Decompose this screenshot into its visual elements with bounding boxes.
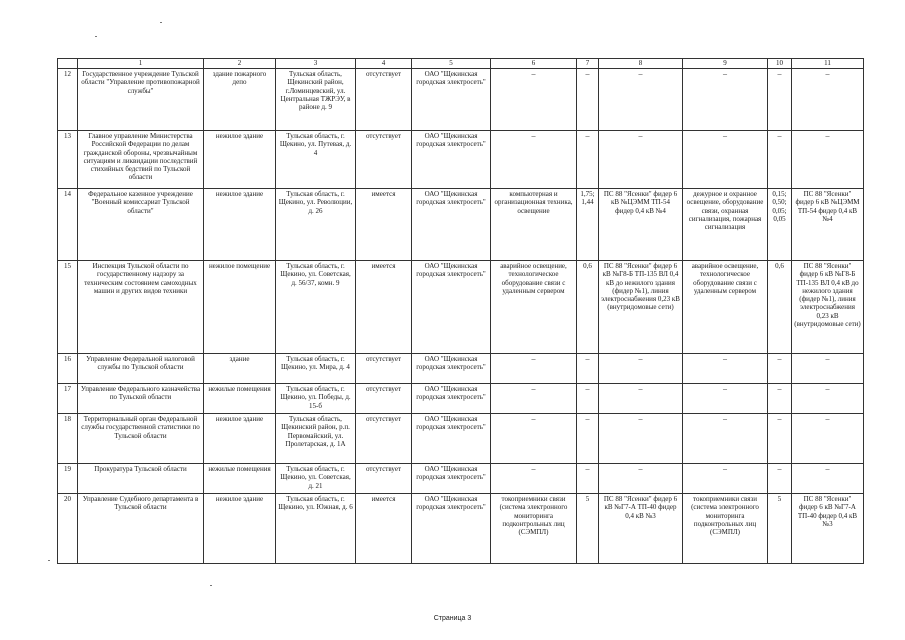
table-cell: нежилое помещение: [204, 261, 276, 354]
table-cell: ПС 88 "Ясенки" фидер 6 кВ №Г8-Б ТП-135 ВЛ 0,4 кВ до нежилого здания (фидер №1), линия электроснабжения 0,23 кВ (внутридомовые сети): [599, 261, 683, 354]
table-cell: 0,6: [577, 261, 599, 354]
table-cell: нежилое здание: [204, 189, 276, 261]
column-header: 8: [599, 59, 683, 69]
table-cell: –: [577, 354, 599, 384]
table-cell: нежилые помещения: [204, 384, 276, 414]
table-cell: ПС 88 "Ясенки" фидер 6 кВ №Г8-Б ТП-135 ВЛ 0,4 кВ до нежилого здания (фидер №1), линия электроснабжения 0,23 кВ (внутридомовые сети): [792, 261, 864, 354]
table-cell: здание пожарного депо: [204, 69, 276, 131]
column-header: [58, 59, 78, 69]
column-header-row: [58, 59, 864, 69]
scan-speck: [48, 560, 50, 561]
table-cell: Тульская область, Щекинский район, р.п. Первомайский, ул. Пролетарская, д. 1А: [276, 414, 356, 464]
scan-speck: [210, 585, 212, 586]
table-cell: –: [599, 464, 683, 494]
table-cell: ПС 88 "Ясенки" фидер 6 кВ №ЦЭММ ТП-54 фидер 0,4 кВ №4: [792, 189, 864, 261]
table-cell: нежилые помещения: [204, 464, 276, 494]
table-cell: ОАО "Щекинская городская электросеть": [412, 494, 491, 564]
table-cell: ОАО "Щекинская городская электросеть": [412, 69, 491, 131]
table-cell: ПС 88 "Ясенки" фидер 6 кВ №Г7-А ТП-40 фидер 0,4 кВ №3: [792, 494, 864, 564]
table-cell: ОАО "Щекинская городская электросеть": [412, 414, 491, 464]
table-cell: аварийное освещение, технологическое оборудование связи с удаленным сервером: [491, 261, 577, 354]
table-cell: –: [683, 414, 768, 464]
column-header: 4: [356, 59, 412, 69]
table-cell: Тульская область, г. Щекино, ул. Южная, д. 6: [276, 494, 356, 564]
column-header: 6: [491, 59, 577, 69]
table-cell: Тульская область, Щекинский район, г.Ломинцевский, ул. Центральная ТЖРЭУ, в районе д. 9: [276, 69, 356, 131]
table-cell: ОАО "Щекинская городская электросеть": [412, 261, 491, 354]
table-cell: –: [768, 131, 792, 189]
page-number: Страница 3: [433, 615, 472, 622]
table-cell: –: [491, 384, 577, 414]
table-cell: –: [792, 354, 864, 384]
table-cell: дежурное и охранное освещение, оборудование связи, охранная сигнализация, пожарная сигнализация: [683, 189, 768, 261]
table-cell: токоприемники связи (система электронного мониторинга подконтрольных лиц (СЭМПЛ): [683, 494, 768, 564]
table-row: [58, 414, 864, 464]
row-number: 17: [58, 384, 78, 414]
table-cell: Управление Федеральной налоговой службы по Тульской области: [78, 354, 204, 384]
table-cell: ПС 88 "Ясенки" фидер 6 кВ №ЦЭММ ТП-54 фидер 0,4 кВ №4: [599, 189, 683, 261]
table-cell: –: [792, 414, 864, 464]
table-cell: Территориальный орган Федеральной службы государственной статистики по Тульской области: [78, 414, 204, 464]
table-cell: –: [683, 354, 768, 384]
table-cell: Федеральное казенное учреждение "Военный комиссариат Тульской области": [78, 189, 204, 261]
table-cell: –: [599, 354, 683, 384]
table-cell: 0,6: [768, 261, 792, 354]
table-row: [58, 131, 864, 189]
table-cell: ОАО "Щекинская городская электросеть": [412, 464, 491, 494]
table-cell: ОАО "Щекинская городская электросеть": [412, 384, 491, 414]
table-cell: отсутствует: [356, 414, 412, 464]
table-cell: компьютерная и организационная техника, освещение: [491, 189, 577, 261]
table-cell: –: [792, 384, 864, 414]
row-number: 14: [58, 189, 78, 261]
table-cell: ОАО "Щекинская городская электросеть": [412, 354, 491, 384]
table-cell: –: [491, 69, 577, 131]
table-cell: Тульская область, г. Щекино, ул. Победы, д. 15-б: [276, 384, 356, 414]
column-header: 11: [792, 59, 864, 69]
table-cell: –: [683, 384, 768, 414]
table-cell: отсутствует: [356, 131, 412, 189]
row-number: 20: [58, 494, 78, 564]
table-cell: 5: [577, 494, 599, 564]
table-cell: Тульская область, г. Щекино, ул. Революции, д. 26: [276, 189, 356, 261]
table-cell: нежилое здание: [204, 494, 276, 564]
table-cell: Тульская область, г. Щекино, ул. Советская, д. 56/37, комн. 9: [276, 261, 356, 354]
table-cell: –: [792, 69, 864, 131]
data-table: [57, 58, 864, 564]
table-cell: –: [577, 464, 599, 494]
row-number: 12: [58, 69, 78, 131]
table-cell: –: [792, 464, 864, 494]
table-cell: –: [491, 414, 577, 464]
table-cell: –: [491, 131, 577, 189]
table-cell: ОАО "Щекинская городская электросеть": [412, 189, 491, 261]
table-cell: Управление Федерального казначейства по Тульской области: [78, 384, 204, 414]
table-cell: –: [577, 414, 599, 464]
table-cell: –: [768, 414, 792, 464]
table-row: [58, 494, 864, 564]
table-cell: 5: [768, 494, 792, 564]
table-cell: –: [599, 414, 683, 464]
table-cell: –: [577, 69, 599, 131]
table-cell: –: [599, 69, 683, 131]
table-cell: 1,75; 1,44: [577, 189, 599, 261]
row-number: 18: [58, 414, 78, 464]
table-cell: –: [792, 131, 864, 189]
table-cell: 0,15; 0,50; 0,05; 0,05: [768, 189, 792, 261]
table-cell: аварийное освещение, технологическое оборудование связи с удаленным сервером: [683, 261, 768, 354]
table-row: [58, 261, 864, 354]
table-cell: отсутствует: [356, 464, 412, 494]
column-header: 10: [768, 59, 792, 69]
row-number: 15: [58, 261, 78, 354]
table-row: [58, 69, 864, 131]
table-cell: имеется: [356, 261, 412, 354]
table-cell: имеется: [356, 494, 412, 564]
table-cell: нежилое здание: [204, 414, 276, 464]
table-cell: –: [577, 131, 599, 189]
table-cell: –: [599, 384, 683, 414]
table-cell: –: [683, 69, 768, 131]
table-cell: –: [768, 464, 792, 494]
table-cell: отсутствует: [356, 384, 412, 414]
column-header: 9: [683, 59, 768, 69]
row-number: 19: [58, 464, 78, 494]
table-cell: нежилое здание: [204, 131, 276, 189]
table-cell: –: [577, 384, 599, 414]
table-cell: Управление Судебного департамента в Тульской области: [78, 494, 204, 564]
table-row: [58, 384, 864, 414]
table-cell: токоприемники связи (система электронного мониторинга подконтрольных лиц (СЭМПЛ): [491, 494, 577, 564]
table-cell: Тульская область, г. Щекино, ул. Советская, д. 21: [276, 464, 356, 494]
table-cell: ПС 88 "Ясенки" фидер 6 кВ №Г7-А ТП-40 фидер 0,4 кВ №3: [599, 494, 683, 564]
column-header: 3: [276, 59, 356, 69]
table-cell: имеется: [356, 189, 412, 261]
table-row: [58, 354, 864, 384]
table-cell: –: [491, 464, 577, 494]
table-cell: –: [768, 354, 792, 384]
table-cell: –: [683, 464, 768, 494]
table-row: [58, 189, 864, 261]
table-cell: Прокуратура Тульской области: [78, 464, 204, 494]
table-cell: Инспекция Тульской области по государственному надзору за техническим состоянием самоходных машин и других видов техники: [78, 261, 204, 354]
table-cell: –: [491, 354, 577, 384]
table-cell: Государственное учреждение Тульской области "Управление противопожарной службы": [78, 69, 204, 131]
table-cell: отсутствует: [356, 69, 412, 131]
row-number: 13: [58, 131, 78, 189]
table-cell: здание: [204, 354, 276, 384]
scan-speck: [95, 36, 97, 37]
table-row: [58, 464, 864, 494]
column-header: 1: [78, 59, 204, 69]
column-header: 5: [412, 59, 491, 69]
table-cell: –: [599, 131, 683, 189]
table-cell: –: [768, 69, 792, 131]
table-cell: Тульская область, г. Щекино, ул. Путевая, д. 4: [276, 131, 356, 189]
table-cell: отсутствует: [356, 354, 412, 384]
column-header: 7: [577, 59, 599, 69]
table-cell: –: [683, 131, 768, 189]
table-cell: –: [768, 384, 792, 414]
table-cell: Тульская область, г. Щекино, ул. Мира, д. 4: [276, 354, 356, 384]
scan-speck: [160, 22, 162, 23]
table-cell: Главное управление Министерства Российской Федерации по делам гражданской обороны, чрезвычайным ситуациям и ликвидации последствий стихийных бедствий по Тульской области: [78, 131, 204, 189]
column-header: 2: [204, 59, 276, 69]
table-cell: ОАО "Щекинская городская электросеть": [412, 131, 491, 189]
row-number: 16: [58, 354, 78, 384]
